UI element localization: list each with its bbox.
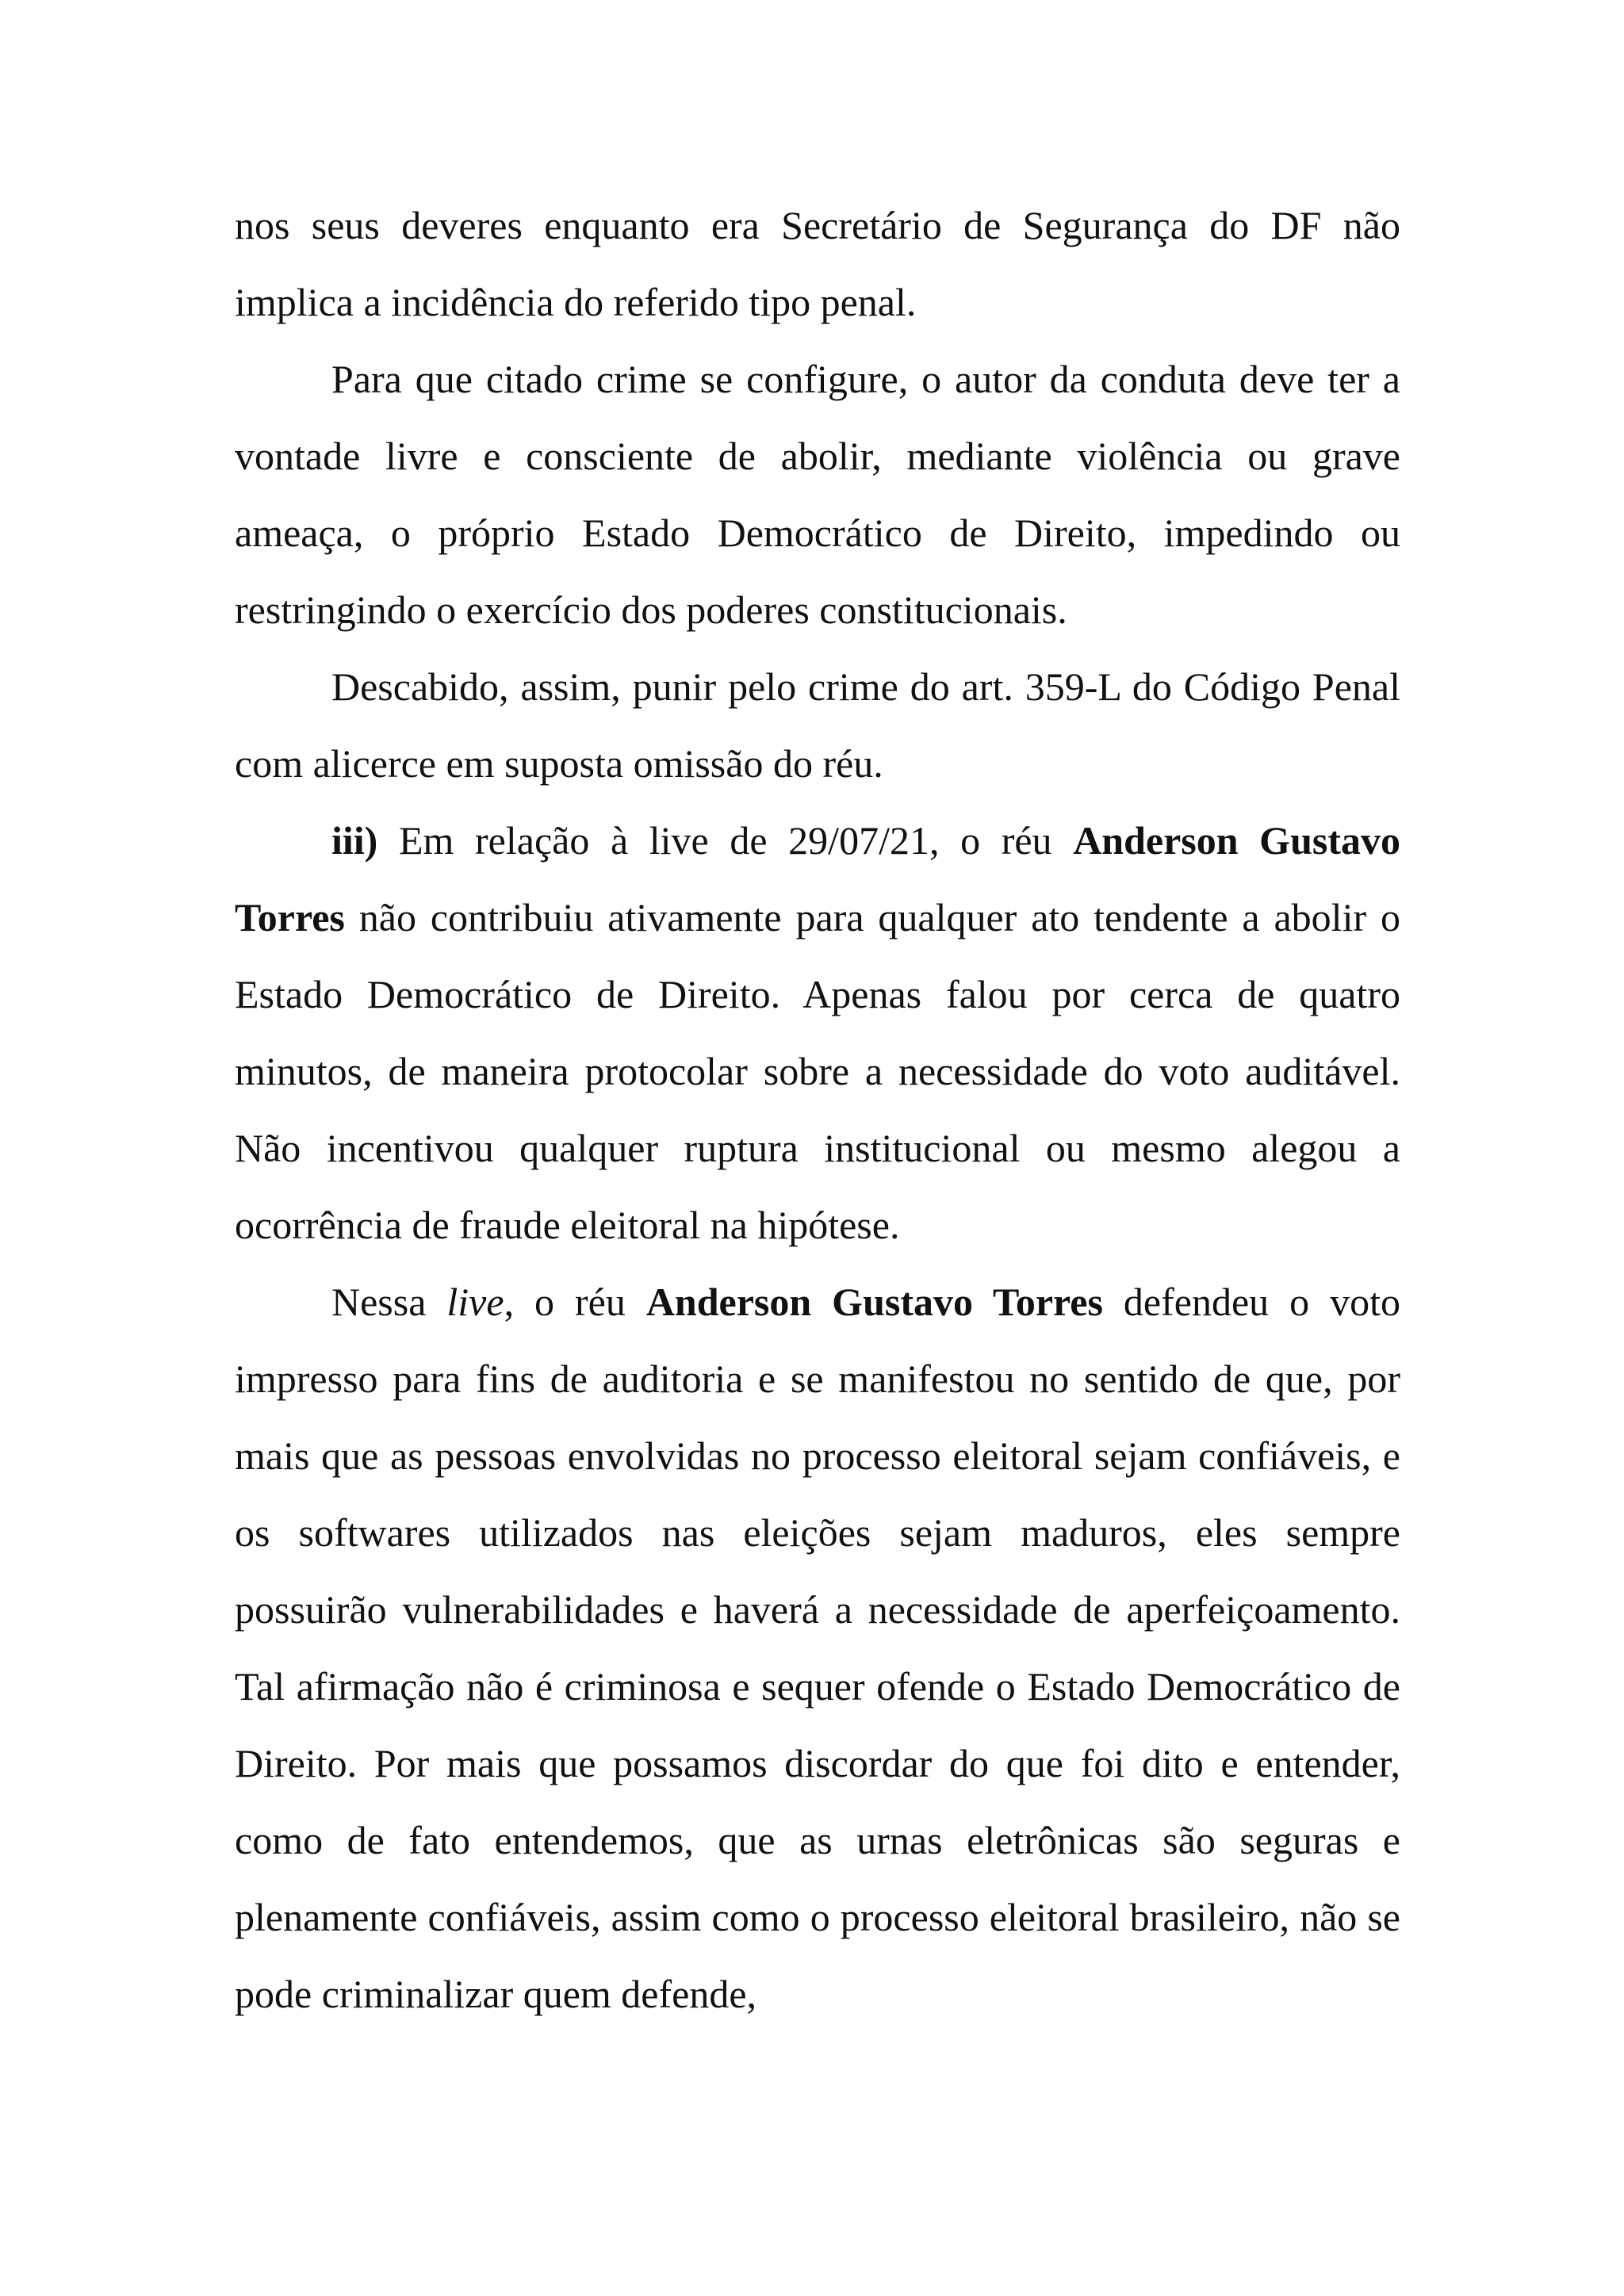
- text-run: não contribuiu ativamente para qualquer ato tendente a abolir o Estado Democrático de Direito. Apenas falou por cerca de quatro minutos, de maneira protocolar sobre a necessidade do voto auditável. Não incentivou qualquer ruptura institucional ou mesmo alegou a ocorrência de fraude eleitoral na hipótese.: [235, 895, 1400, 1247]
- text-run: Descabido, assim, punir pelo crime do art. 359-L do Código Penal com alicerce em suposta omissão do réu.: [235, 664, 1400, 786]
- defendant-name: Anderson Gustavo Torres: [645, 1280, 1103, 1324]
- text-run: Nessa: [331, 1280, 447, 1324]
- text-run: Em relação à live de 29/07/21, o réu: [377, 818, 1074, 863]
- document-page: [235, 187, 1400, 2033]
- text-run: , o réu: [504, 1280, 646, 1324]
- emphasis-live: live: [446, 1280, 504, 1324]
- paragraph-4: [235, 802, 1400, 1264]
- defendant-name: Anderson Gustavo Torres: [235, 818, 1400, 939]
- paragraph-2: [235, 341, 1400, 649]
- paragraph-1: [235, 187, 1400, 341]
- paragraph-5: [235, 1264, 1400, 2033]
- paragraph-3: [235, 649, 1400, 802]
- text-run: defendeu o voto impresso para fins de auditoria e se manifestou no sentido de que, por mais que as pessoas envolvidas no processo eleitoral sejam confiáveis, e os softwares utilizados nas eleições sejam maduros, eles sempre possuirão vulnerabilidades e haverá a necessidade de aperfeiçoamento. Tal afirmação não é criminosa e sequer ofende o Estado Democrático de Direito. Por mais que possamos discordar do que foi dito e entender, como de fato entendemos, que as urnas eletrônicas são seguras e plenamente confiáveis, assim como o processo eleitoral brasileiro, não se pode criminalizar quem defende,: [235, 1280, 1400, 2016]
- item-marker: iii): [331, 818, 378, 863]
- text-run: Para que citado crime se configure, o autor da conduta deve ter a vontade livre e consciente de abolir, mediante violência ou grave ameaça, o próprio Estado Democrático de Direito, impedindo ou restringindo o exercício dos poderes constitucionais.: [235, 357, 1400, 632]
- text-run: nos seus deveres enquanto era Secretário de Segurança do DF não implica a incidência do referido tipo penal.: [235, 203, 1400, 324]
